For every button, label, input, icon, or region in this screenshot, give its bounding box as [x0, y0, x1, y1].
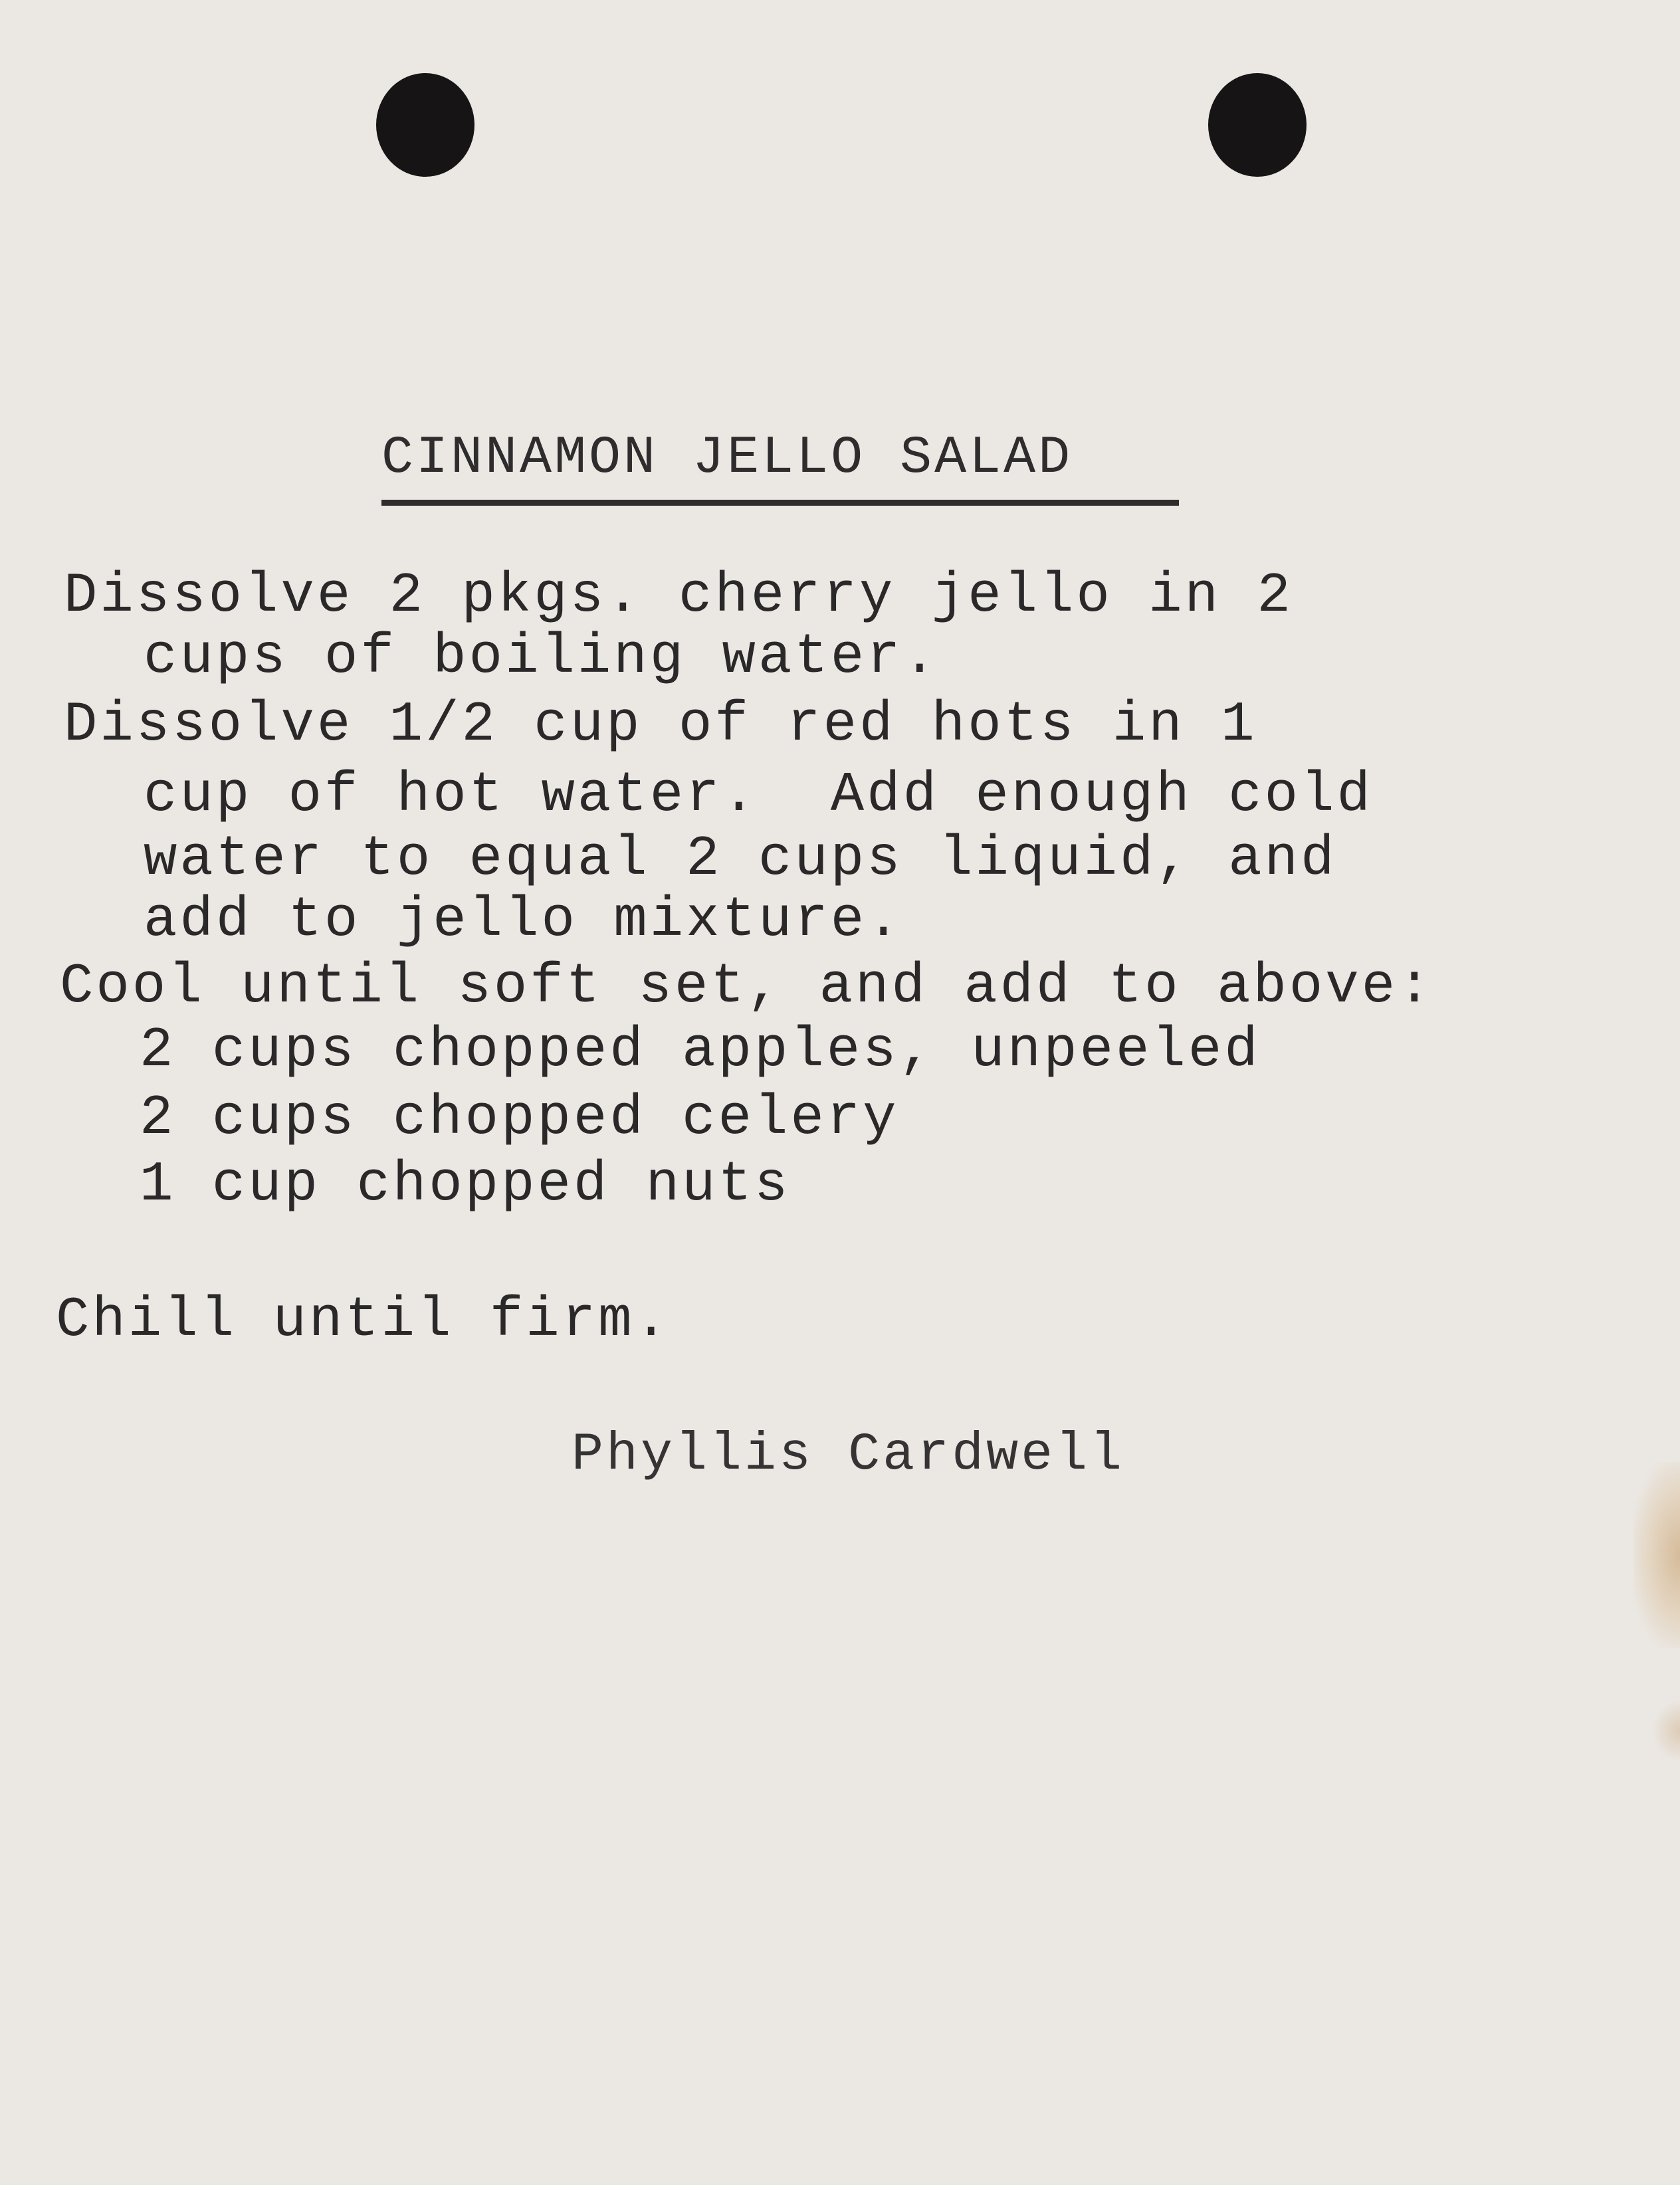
punch-hole-right: [1208, 73, 1307, 177]
title-underline: [381, 500, 1179, 506]
instruction-line: add to jello mixture.: [144, 889, 903, 952]
recipe-title: CINNAMON JELLO SALAD: [381, 428, 1073, 488]
instruction-line: Dissolve 1/2 cup of red hots in 1: [64, 694, 1257, 757]
instruction-line: Dissolve 2 pkgs. cherry jello in 2: [64, 565, 1293, 628]
instruction-line: cups of boiling water.: [144, 626, 939, 689]
ingredient-line: 1 cup chopped nuts: [140, 1154, 791, 1217]
instruction-line: water to equal 2 cups liquid, and: [144, 828, 1337, 891]
ingredient-line: 2 cups chopped celery: [140, 1087, 899, 1150]
instruction-line: Cool until soft set, and add to above:: [60, 956, 1434, 1019]
stain-mark: [1653, 1701, 1680, 1761]
stain-mark: [1633, 1462, 1680, 1648]
punch-hole-left: [376, 73, 474, 177]
instruction-line: Chill until firm.: [56, 1289, 671, 1352]
instruction-line: cup of hot water. Add enough cold: [144, 764, 1373, 827]
signature: Phyllis Cardwell: [572, 1425, 1125, 1485]
ingredient-line: 2 cups chopped apples, unpeeled: [140, 1019, 1261, 1083]
